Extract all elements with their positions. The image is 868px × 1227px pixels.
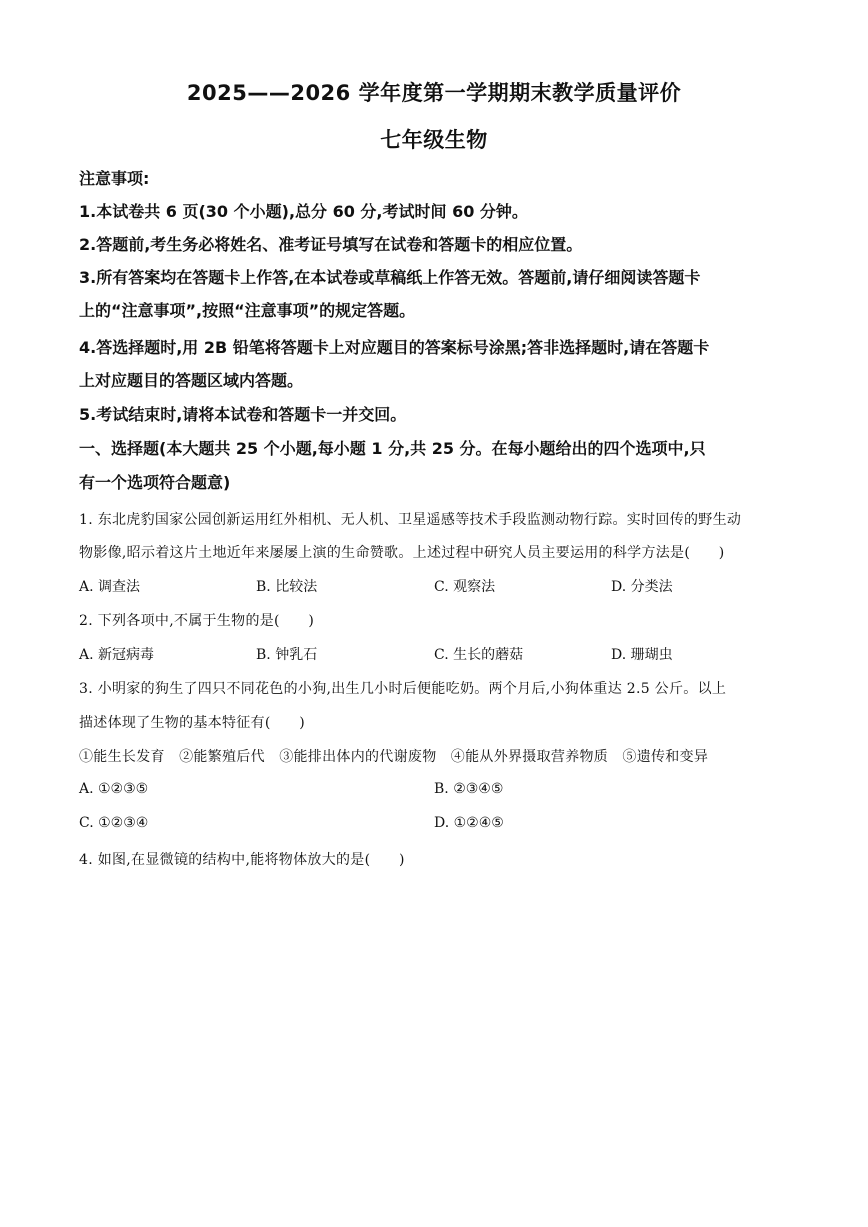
section-heading-line-1: 一、选择题(本大题共 25 个小题,每小题 1 分,共 25 分。在每小题给出的四个选项中,只 <box>79 439 706 458</box>
question-3-option-d: D. ①②④⑤ <box>434 815 504 831</box>
notice-item-4-line-2: 上对应题目的答题区域内答题。 <box>79 371 304 390</box>
exam-subtitle: 七年级生物 <box>380 128 488 152</box>
question-1-option-a: A. 调查法 <box>79 579 141 595</box>
question-2-option-d: D. 珊瑚虫 <box>611 647 673 663</box>
question-3-statements: ①能生长发育 ②能繁殖后代 ③能排出体内的代谢废物 ④能从外界摄取营养物质 ⑤遗传和变异 <box>79 749 709 765</box>
question-4-line-1: 4. 如图,在显微镜的结构中,能将物体放大的是( ) <box>79 852 405 868</box>
question-2-option-c: C. 生长的蘑菇 <box>434 647 524 663</box>
notice-item-4-line-1: 4.答选择题时,用 2B 铅笔将答题卡上对应题目的答案标号涂黑;答非选择题时,请在答题卡 <box>79 338 710 357</box>
section-heading-line-2: 有一个选项符合题意) <box>79 473 231 492</box>
notice-item-5: 5.考试结束时,请将本试卷和答题卡一并交回。 <box>79 405 407 424</box>
question-3-option-c: C. ①②③④ <box>79 815 149 831</box>
question-1-option-b: B. 比较法 <box>256 579 318 595</box>
question-3-line-2: 描述体现了生物的基本特征有( ) <box>79 715 306 731</box>
question-2-line-1: 2. 下列各项中,不属于生物的是( ) <box>79 613 315 629</box>
question-3-line-1: 3. 小明家的狗生了四只不同花色的小狗,出生几小时后便能吃奶。两个月后,小狗体重达 2.5 公斤。以上 <box>79 681 727 697</box>
notice-item-3-line-1: 3.所有答案均在答题卡上作答,在本试卷或草稿纸上作答无效。答题前,请仔细阅读答题卡 <box>79 268 701 287</box>
question-3-option-b: B. ②③④⑤ <box>434 781 504 797</box>
question-2-option-a: A. 新冠病毒 <box>79 647 155 663</box>
notice-item-1: 1.本试卷共 6 页(30 个小题),总分 60 分,考试时间 60 分钟。 <box>79 202 528 221</box>
question-1-line-2: 物影像,昭示着这片土地近年来屡屡上演的生命赞歌。上述过程中研究人员主要运用的科学方法是( ) <box>79 545 725 561</box>
question-1-option-d: D. 分类法 <box>611 579 673 595</box>
exam-title: 2025——2026 学年度第一学期期末教学质量评价 <box>186 81 682 105</box>
question-2-option-b: B. 钟乳石 <box>256 647 318 663</box>
question-1-option-c: C. 观察法 <box>434 579 496 595</box>
notice-item-3-line-2: 上的“注意事项”,按照“注意事项”的规定答题。 <box>79 301 416 320</box>
notice-heading: 注意事项: <box>79 169 150 188</box>
question-1-line-1: 1. 东北虎豹国家公园创新运用红外相机、无人机、卫星遥感等技术手段监测动物行踪。实时回传的野生动 <box>79 512 742 528</box>
question-3-option-a: A. ①②③⑤ <box>79 781 149 797</box>
notice-item-2: 2.答题前,考生务必将姓名、准考证号填写在试卷和答题卡的相应位置。 <box>79 235 583 254</box>
